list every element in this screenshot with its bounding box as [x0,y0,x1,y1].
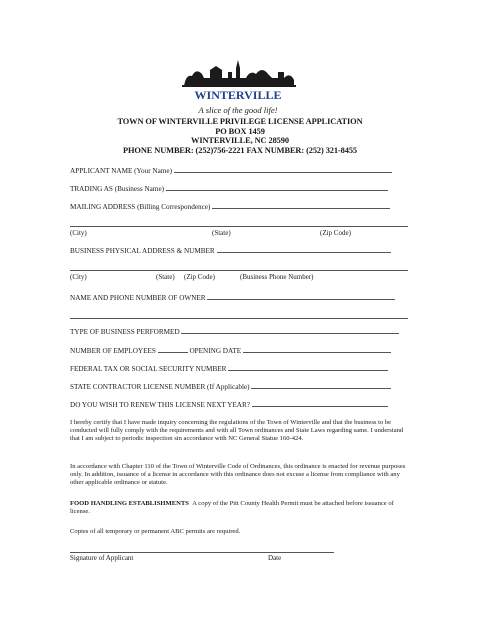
po-box: PO BOX 1459 [215,126,265,136]
food-handling-heading: FOOD HANDLING ESTABLISHMENTS [70,500,189,507]
signature-line[interactable] [70,552,334,553]
zip-label: (Zip Code) [320,229,351,237]
town-skyline-icon [176,56,300,102]
form-title: TOWN OF WINTERVILLE PRIVILEGE LICENSE APPLICATION [117,117,363,126]
town-address: WINTERVILLE, NC 28590 [191,136,289,146]
opening-date-label: OPENING DATE [189,347,242,355]
svg-text:WINTERVILLE: WINTERVILLE [194,88,282,102]
form-header [60,117,420,155]
owner-name-phone-field[interactable]: NAME AND PHONE NUMBER OF OWNER [70,293,408,303]
logo-tagline: A slice of the good life! [198,105,278,115]
applicant-name-field[interactable]: APPLICANT NAME (Your Name) [70,166,408,176]
mailing-address-field[interactable]: MAILING ADDRESS (Billing Correspondence) [70,202,408,212]
chapter-110-paragraph: In accordance with Chapter 110 of the Town of Winterville Code of Ordinances, this ordinance is enacted for revenue purposes only. In addition, issuance of a license in accordance with this ordinance does not excuse a license from compliance with any other applicable ordinance or statute. [70,463,406,487]
opening-date-field[interactable] [243,346,391,353]
trading-as-field[interactable]: TRADING AS (Business Name) [70,184,408,194]
signature-label: Signature of Applicant [70,554,134,562]
business-state-label: (State) [156,273,175,281]
mailing-address-line[interactable] [70,226,408,227]
business-phone-label: (Business Phone Number) [240,273,314,281]
employees-label: NUMBER OF EMPLOYEES [70,347,156,355]
business-city-label: (City) [70,273,87,281]
business-address-field[interactable]: BUSINESS PHYSICAL ADDRESS & NUMBER [70,246,408,256]
phone-fax: PHONE NUMBER: (252)756-2221 FAX NUMBER: (252) 321-8455 [122,145,358,155]
certification-paragraph: I hereby certify that I have made inquiry concerning the regulations of the Town of Winterville and that the business to be conducted will fully comply with the requirements and with all Town ordinances and State Laws regarding same. I understand that I am subject to periodic inspection sin accordance with NC General Statue 160-424. [70,419,404,443]
tax-ssn-field[interactable]: FEDERAL TAX OR SOCIAL SECURITY NUMBER [70,364,408,374]
abc-permits-paragraph: Copies of all temporary or permanent ABC permits are required. [70,528,241,535]
date-label: Date [268,554,282,562]
food-handling-text: A copy of the Pitt County Health Permit must be attached before issuance of license. [70,500,394,516]
type-of-business-field[interactable]: TYPE OF BUSINESS PERFORMED [70,327,408,337]
state-label: (State) [212,229,231,237]
employees-field[interactable] [158,346,188,353]
business-address-line[interactable] [70,270,408,271]
owner-line[interactable] [70,318,408,319]
city-label: (City) [70,229,87,237]
renew-license-field[interactable]: DO YOU WISH TO RENEW THIS LICENSE NEXT YEAR? [70,400,408,410]
business-zip-label: (Zip Code) [184,273,215,281]
contractor-license-field[interactable]: STATE CONTRACTOR LICENSE NUMBER (If Applicable) [70,382,408,392]
food-handling-paragraph [70,500,410,516]
employees-opening-row [70,346,408,356]
